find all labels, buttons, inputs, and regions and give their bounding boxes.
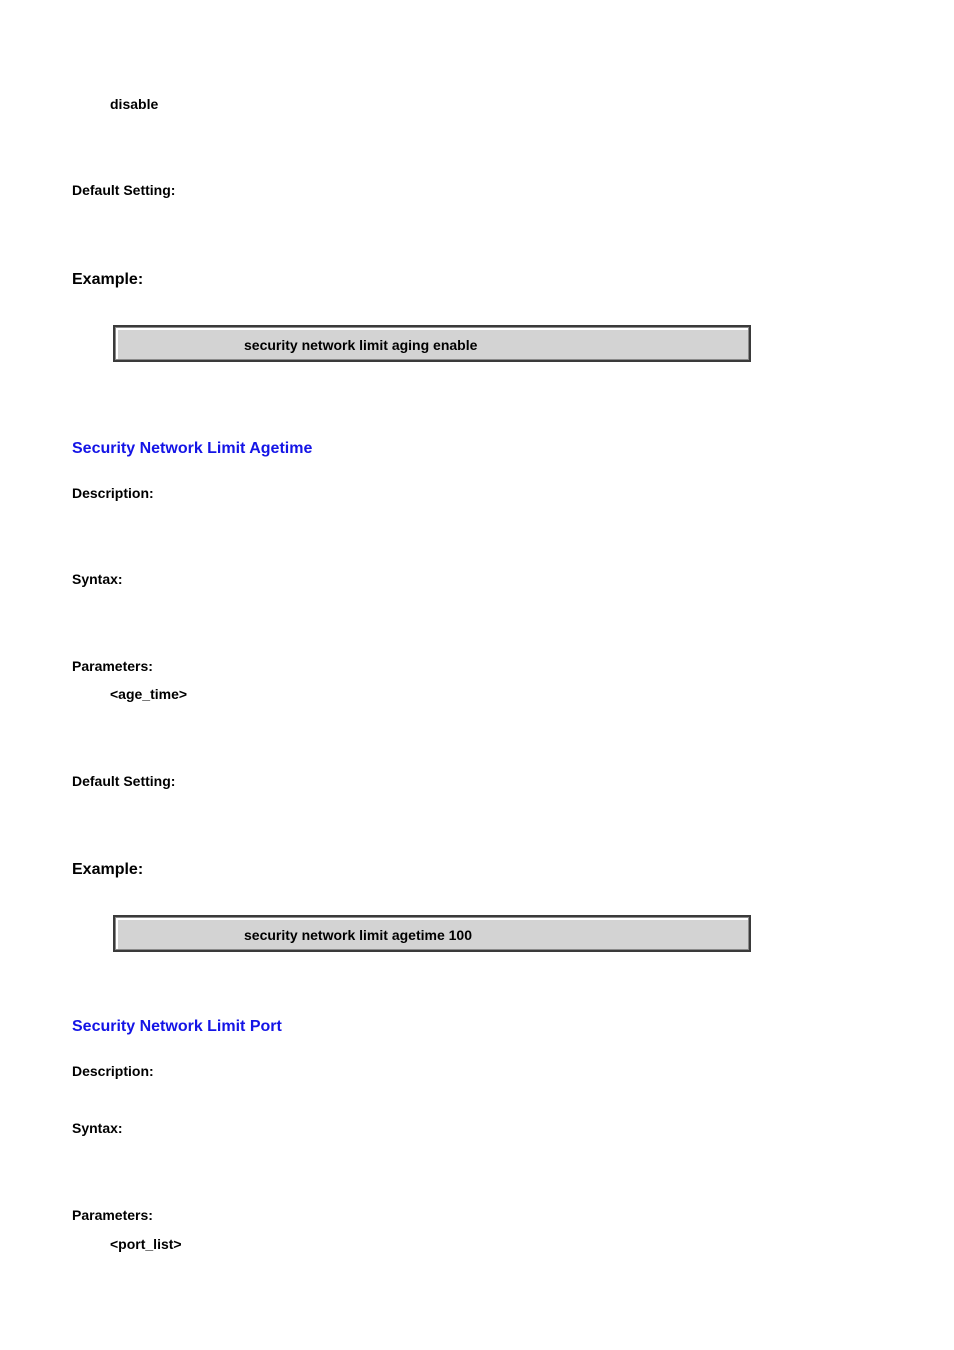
syntax-label: Syntax: — [72, 1120, 123, 1136]
default-setting-label: Default Setting: — [72, 773, 176, 789]
example-label: Example: — [72, 271, 144, 288]
example-command-box — [113, 325, 751, 362]
description-label: Description: — [72, 485, 154, 501]
syntax-label: Syntax: — [72, 571, 123, 587]
section-heading-agetime: Security Network Limit Agetime — [72, 440, 313, 457]
parameters-label: Parameters: — [72, 1207, 153, 1223]
description-label: Description: — [72, 1063, 154, 1079]
example-label: Example: — [72, 861, 144, 878]
param-value-disable: disable — [110, 96, 159, 112]
section-heading-port: Security Network Limit Port — [72, 1018, 282, 1035]
param-name-age-time: <age_time> — [110, 686, 188, 702]
example-command: security network limit agetime 100 — [244, 927, 472, 943]
example-command: security network limit aging enable — [244, 337, 478, 353]
default-setting-label: Default Setting: — [72, 182, 176, 198]
param-name-port-list: <port_list> — [110, 1236, 182, 1252]
parameters-label: Parameters: — [72, 658, 153, 674]
example-command-box — [113, 915, 751, 952]
